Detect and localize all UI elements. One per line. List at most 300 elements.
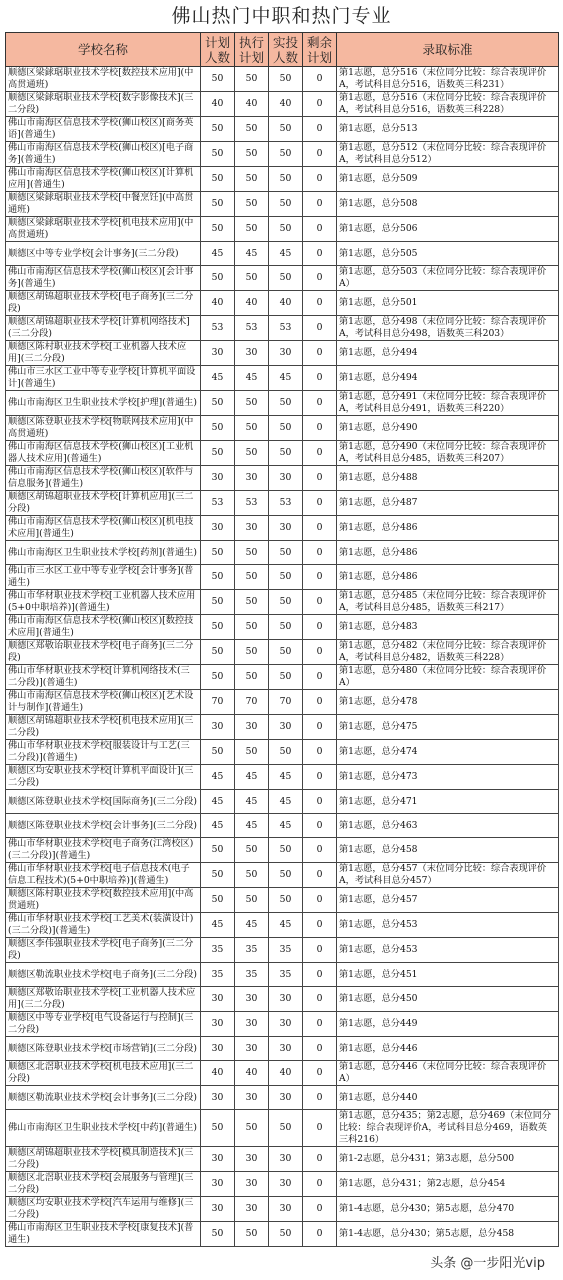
cell-exec: 45 bbox=[235, 913, 269, 938]
cell-school: 佛山市南海区卫生职业技术学校[中药](普通生) bbox=[6, 1110, 201, 1147]
table-row bbox=[6, 665, 559, 690]
cell-criteria: 第1志愿，总分486 bbox=[337, 541, 559, 565]
cell-criteria: 第1志愿，总分506 bbox=[337, 217, 559, 242]
cell-exec: 53 bbox=[235, 316, 269, 341]
cell-criteria: 第1志愿，总分498（末位同分比较：综合表现评价A，考试科目总分498，语数英三科203） bbox=[337, 316, 559, 341]
cell-remain: 0 bbox=[303, 366, 337, 391]
cell-school: 佛山市南海区信息技术学校(狮山校区)[会计事务](普通生) bbox=[6, 266, 201, 291]
cell-plan: 40 bbox=[201, 1061, 235, 1086]
cell-criteria: 第1志愿，总分449 bbox=[337, 1012, 559, 1037]
cell-actual: 50 bbox=[269, 838, 303, 863]
cell-school: 佛山市华材职业技术学校[工业机器人技术应用(5+0中职培养)](普通生) bbox=[6, 590, 201, 615]
cell-actual: 53 bbox=[269, 491, 303, 516]
table-row bbox=[6, 1061, 559, 1086]
cell-exec: 40 bbox=[235, 291, 269, 316]
table-row bbox=[6, 838, 559, 863]
table-row bbox=[6, 441, 559, 466]
cell-actual: 30 bbox=[269, 1147, 303, 1172]
cell-school: 顺德区梁銶琚职业技术学校[中餐烹饪](中高贯通班) bbox=[6, 192, 201, 217]
cell-plan: 50 bbox=[201, 1222, 235, 1247]
cell-exec: 30 bbox=[235, 715, 269, 740]
cell-exec: 70 bbox=[235, 690, 269, 715]
header-exec: 执行计划 bbox=[235, 33, 269, 67]
cell-remain: 0 bbox=[303, 590, 337, 615]
cell-criteria: 第1志愿，总分494 bbox=[337, 366, 559, 391]
cell-actual: 45 bbox=[269, 765, 303, 790]
cell-actual: 50 bbox=[269, 266, 303, 291]
cell-criteria: 第1-2志愿，总分431；第3志愿，总分500 bbox=[337, 1147, 559, 1172]
cell-school: 顺德区郑敬诒职业技术学校[工业机器人技术应用](三二分段) bbox=[6, 987, 201, 1012]
cell-exec: 50 bbox=[235, 416, 269, 441]
cell-school: 顺德区胡锦超职业技术学校[电子商务](三二分段) bbox=[6, 291, 201, 316]
cell-plan: 50 bbox=[201, 541, 235, 565]
cell-exec: 50 bbox=[235, 441, 269, 466]
cell-actual: 35 bbox=[269, 963, 303, 987]
cell-exec: 30 bbox=[235, 341, 269, 366]
table-row bbox=[6, 590, 559, 615]
cell-criteria: 第1志愿，总分453 bbox=[337, 913, 559, 938]
cell-plan: 50 bbox=[201, 565, 235, 590]
cell-school: 顺德区陈村职业技术学校[数控技术应用](中高贯通班) bbox=[6, 888, 201, 913]
cell-remain: 0 bbox=[303, 715, 337, 740]
cell-plan: 50 bbox=[201, 838, 235, 863]
cell-plan: 50 bbox=[201, 217, 235, 242]
cell-school: 佛山市南海区卫生职业技术学校[康复技术](普通生) bbox=[6, 1222, 201, 1247]
cell-actual: 30 bbox=[269, 466, 303, 491]
cell-criteria: 第1志愿，总分473 bbox=[337, 765, 559, 790]
cell-remain: 0 bbox=[303, 814, 337, 838]
cell-school: 顺德区陈登职业技术学校[物联网技术应用](中高贯通班) bbox=[6, 416, 201, 441]
cell-plan: 30 bbox=[201, 987, 235, 1012]
cell-remain: 0 bbox=[303, 341, 337, 366]
cell-remain: 0 bbox=[303, 963, 337, 987]
cell-actual: 50 bbox=[269, 565, 303, 590]
cell-plan: 45 bbox=[201, 765, 235, 790]
cell-criteria: 第1志愿，总分486 bbox=[337, 565, 559, 590]
header-plan: 计划人数 bbox=[201, 33, 235, 67]
cell-exec: 50 bbox=[235, 167, 269, 192]
cell-criteria: 第1志愿，总分431；第2志愿，总分454 bbox=[337, 1172, 559, 1197]
cell-remain: 0 bbox=[303, 491, 337, 516]
cell-school: 佛山市华材职业技术学校[工艺美术(装潢设计)(三二分段)](普通生) bbox=[6, 913, 201, 938]
table-row bbox=[6, 192, 559, 217]
cell-exec: 50 bbox=[235, 217, 269, 242]
cell-criteria: 第1志愿，总分494 bbox=[337, 341, 559, 366]
cell-school: 顺德区胡锦超职业技术学校[机电技术应用](三二分段) bbox=[6, 715, 201, 740]
cell-criteria: 第1志愿，总分451 bbox=[337, 963, 559, 987]
cell-exec: 50 bbox=[235, 838, 269, 863]
cell-actual: 45 bbox=[269, 913, 303, 938]
cell-criteria: 第1志愿，总分487 bbox=[337, 491, 559, 516]
cell-school: 佛山市华材职业技术学校[服装设计与工艺(三二分段)](普通生) bbox=[6, 740, 201, 765]
cell-plan: 30 bbox=[201, 1172, 235, 1197]
cell-plan: 30 bbox=[201, 1012, 235, 1037]
table-row bbox=[6, 565, 559, 590]
cell-remain: 0 bbox=[303, 1147, 337, 1172]
table-row bbox=[6, 316, 559, 341]
cell-exec: 45 bbox=[235, 790, 269, 814]
cell-school: 佛山市三水区工业中等专业学校[会计事务](普通生) bbox=[6, 565, 201, 590]
cell-plan: 30 bbox=[201, 1147, 235, 1172]
cell-exec: 45 bbox=[235, 814, 269, 838]
table-row bbox=[6, 814, 559, 838]
cell-criteria: 第1志愿，总分471 bbox=[337, 790, 559, 814]
cell-actual: 40 bbox=[269, 291, 303, 316]
table-row bbox=[6, 1172, 559, 1197]
cell-exec: 30 bbox=[235, 1086, 269, 1110]
cell-school: 佛山市南海区卫生职业技术学校[护理](普通生) bbox=[6, 391, 201, 416]
table-row bbox=[6, 391, 559, 416]
cell-plan: 35 bbox=[201, 963, 235, 987]
cell-criteria: 第1志愿，总分480（末位同分比较：综合表现评价A） bbox=[337, 665, 559, 690]
table-row bbox=[6, 888, 559, 913]
table-row bbox=[6, 740, 559, 765]
cell-school: 佛山市南海区信息技术学校(狮山校区)[计算机应用](普通生) bbox=[6, 167, 201, 192]
table-row bbox=[6, 1037, 559, 1061]
table-row bbox=[6, 466, 559, 491]
table-row bbox=[6, 167, 559, 192]
cell-exec: 50 bbox=[235, 640, 269, 665]
cell-remain: 0 bbox=[303, 987, 337, 1012]
cell-school: 顺德区北滘职业技术学校[机电技术应用](三二分段) bbox=[6, 1061, 201, 1086]
cell-actual: 50 bbox=[269, 590, 303, 615]
cell-remain: 0 bbox=[303, 391, 337, 416]
cell-remain: 0 bbox=[303, 1061, 337, 1086]
cell-plan: 50 bbox=[201, 142, 235, 167]
cell-criteria: 第1志愿，总分446（末位同分比较：综合表现评价A） bbox=[337, 1061, 559, 1086]
cell-school: 顺德区梁銶琚职业技术学校[数字影像技术](三二分段) bbox=[6, 92, 201, 117]
cell-exec: 50 bbox=[235, 1222, 269, 1247]
cell-plan: 30 bbox=[201, 1037, 235, 1061]
cell-remain: 0 bbox=[303, 117, 337, 142]
cell-exec: 50 bbox=[235, 67, 269, 92]
cell-criteria: 第1志愿，总分458 bbox=[337, 838, 559, 863]
cell-plan: 30 bbox=[201, 516, 235, 541]
cell-remain: 0 bbox=[303, 690, 337, 715]
cell-actual: 30 bbox=[269, 715, 303, 740]
cell-remain: 0 bbox=[303, 92, 337, 117]
watermark: 头条 @一步阳光vip bbox=[426, 1251, 549, 1272]
cell-criteria: 第1志愿，总分490 bbox=[337, 416, 559, 441]
cell-remain: 0 bbox=[303, 242, 337, 266]
cell-criteria: 第1志愿，总分485（末位同分比较：综合表现评价A，考试科目总分485，语数英三科217） bbox=[337, 590, 559, 615]
cell-exec: 50 bbox=[235, 1110, 269, 1147]
cell-exec: 35 bbox=[235, 938, 269, 963]
cell-criteria: 第1志愿，总分483 bbox=[337, 615, 559, 640]
cell-plan: 40 bbox=[201, 291, 235, 316]
cell-exec: 50 bbox=[235, 590, 269, 615]
cell-remain: 0 bbox=[303, 838, 337, 863]
table-body bbox=[6, 67, 559, 1247]
cell-school: 顺德区郑敬诒职业技术学校[电子商务](三二分段) bbox=[6, 640, 201, 665]
cell-exec: 45 bbox=[235, 242, 269, 266]
table-row bbox=[6, 242, 559, 266]
cell-actual: 40 bbox=[269, 1061, 303, 1086]
cell-criteria: 第1志愿，总分478 bbox=[337, 690, 559, 715]
cell-plan: 45 bbox=[201, 790, 235, 814]
cell-school: 顺德区陈村职业技术学校[工业机器人技术应用](三二分段) bbox=[6, 341, 201, 366]
cell-remain: 0 bbox=[303, 67, 337, 92]
cell-school: 顺德区胡锦超职业技术学校[计算机网络技术](三二分段) bbox=[6, 316, 201, 341]
cell-school: 顺德区均安职业技术学校[计算机平面设计](三二分段) bbox=[6, 765, 201, 790]
cell-actual: 30 bbox=[269, 1086, 303, 1110]
table-row bbox=[6, 1086, 559, 1110]
cell-exec: 50 bbox=[235, 665, 269, 690]
cell-actual: 30 bbox=[269, 987, 303, 1012]
cell-plan: 45 bbox=[201, 242, 235, 266]
cell-plan: 45 bbox=[201, 814, 235, 838]
cell-actual: 50 bbox=[269, 167, 303, 192]
cell-remain: 0 bbox=[303, 316, 337, 341]
cell-exec: 50 bbox=[235, 192, 269, 217]
cell-school: 顺德区陈登职业技术学校[会计事务](三二分段) bbox=[6, 814, 201, 838]
table-row bbox=[6, 863, 559, 888]
cell-actual: 53 bbox=[269, 316, 303, 341]
cell-actual: 50 bbox=[269, 441, 303, 466]
cell-actual: 50 bbox=[269, 863, 303, 888]
cell-criteria: 第1志愿，总分463 bbox=[337, 814, 559, 838]
table-header-row bbox=[6, 33, 559, 67]
cell-exec: 30 bbox=[235, 1172, 269, 1197]
cell-exec: 30 bbox=[235, 1037, 269, 1061]
cell-remain: 0 bbox=[303, 516, 337, 541]
header-criteria: 录取标准 bbox=[337, 33, 559, 67]
table-row bbox=[6, 1110, 559, 1147]
cell-plan: 30 bbox=[201, 466, 235, 491]
cell-criteria: 第1志愿，总分450 bbox=[337, 987, 559, 1012]
cell-exec: 35 bbox=[235, 963, 269, 987]
cell-criteria: 第1志愿，总分446 bbox=[337, 1037, 559, 1061]
table-row bbox=[6, 913, 559, 938]
cell-plan: 50 bbox=[201, 665, 235, 690]
cell-criteria: 第1志愿，总分513 bbox=[337, 117, 559, 142]
cell-school: 佛山市南海区信息技术学校(狮山校区)[电子商务](普通生) bbox=[6, 142, 201, 167]
cell-school: 顺德区梁銶琚职业技术学校[数控技术应用](中高贯通班) bbox=[6, 67, 201, 92]
cell-remain: 0 bbox=[303, 1222, 337, 1247]
cell-actual: 50 bbox=[269, 1222, 303, 1247]
cell-school: 佛山市南海区信息技术学校(狮山校区)[机电技术应用](普通生) bbox=[6, 516, 201, 541]
cell-criteria: 第1志愿，总分501 bbox=[337, 291, 559, 316]
table-row bbox=[6, 790, 559, 814]
cell-remain: 0 bbox=[303, 541, 337, 565]
cell-remain: 0 bbox=[303, 1197, 337, 1222]
table-row bbox=[6, 341, 559, 366]
cell-school: 佛山市华材职业技术学校[计算机网络技术(三二分段)](普通生) bbox=[6, 665, 201, 690]
cell-criteria: 第1志愿，总分491（末位同分比较：综合表现评价A，考试科目总分491，语数英三科220） bbox=[337, 391, 559, 416]
header-remain: 剩余计划 bbox=[303, 33, 337, 67]
cell-exec: 50 bbox=[235, 266, 269, 291]
cell-criteria: 第1-4志愿，总分430；第5志愿，总分470 bbox=[337, 1197, 559, 1222]
cell-remain: 0 bbox=[303, 913, 337, 938]
cell-school: 顺德区勒流职业技术学校[会计事务](三二分段) bbox=[6, 1086, 201, 1110]
page-title: 佛山热门中职和热门专业 bbox=[171, 5, 392, 27]
cell-school: 顺德区中等专业学校[电气设备运行与控制](三二分段) bbox=[6, 1012, 201, 1037]
cell-remain: 0 bbox=[303, 888, 337, 913]
cell-plan: 45 bbox=[201, 366, 235, 391]
cell-school: 顺德区均安职业技术学校[汽车运用与维修](三二分段) bbox=[6, 1197, 201, 1222]
cell-remain: 0 bbox=[303, 740, 337, 765]
cell-remain: 0 bbox=[303, 640, 337, 665]
cell-exec: 50 bbox=[235, 565, 269, 590]
cell-actual: 50 bbox=[269, 888, 303, 913]
table-row bbox=[6, 541, 559, 565]
table-row bbox=[6, 291, 559, 316]
cell-school: 顺德区勒流职业技术学校[电子商务](三二分段) bbox=[6, 963, 201, 987]
cell-plan: 35 bbox=[201, 938, 235, 963]
cell-school: 顺德区李伟强职业技术学校[电子商务](三二分段) bbox=[6, 938, 201, 963]
cell-school: 顺德区胡锦超职业技术学校[模具制造技术](三二分段) bbox=[6, 1147, 201, 1172]
cell-actual: 35 bbox=[269, 938, 303, 963]
cell-criteria: 第1志愿，总分508 bbox=[337, 192, 559, 217]
cell-plan: 50 bbox=[201, 67, 235, 92]
cell-exec: 30 bbox=[235, 516, 269, 541]
cell-criteria: 第1志愿，总分457（末位同分比较：综合表现评价A，考试科目总分457） bbox=[337, 863, 559, 888]
cell-actual: 30 bbox=[269, 1012, 303, 1037]
cell-criteria: 第1志愿，总分509 bbox=[337, 167, 559, 192]
cell-remain: 0 bbox=[303, 1037, 337, 1061]
cell-criteria: 第1志愿，总分516（末位同分比较：综合表现评价A，考试科目总分516，语数英三科231） bbox=[337, 67, 559, 92]
table-row bbox=[6, 142, 559, 167]
table-row bbox=[6, 516, 559, 541]
table-row bbox=[6, 938, 559, 963]
cell-remain: 0 bbox=[303, 665, 337, 690]
cell-actual: 50 bbox=[269, 416, 303, 441]
table-row bbox=[6, 765, 559, 790]
cell-remain: 0 bbox=[303, 1012, 337, 1037]
cell-actual: 30 bbox=[269, 516, 303, 541]
cell-actual: 50 bbox=[269, 541, 303, 565]
cell-plan: 53 bbox=[201, 316, 235, 341]
cell-plan: 30 bbox=[201, 341, 235, 366]
cell-remain: 0 bbox=[303, 765, 337, 790]
cell-plan: 45 bbox=[201, 913, 235, 938]
cell-plan: 50 bbox=[201, 266, 235, 291]
cell-school: 佛山市三水区工业中等专业学校[计算机平面设计](普通生) bbox=[6, 366, 201, 391]
table-row bbox=[6, 987, 559, 1012]
cell-exec: 50 bbox=[235, 541, 269, 565]
cell-remain: 0 bbox=[303, 291, 337, 316]
table-row bbox=[6, 1222, 559, 1247]
cell-exec: 40 bbox=[235, 1061, 269, 1086]
cell-exec: 30 bbox=[235, 1147, 269, 1172]
table-row bbox=[6, 416, 559, 441]
table-row bbox=[6, 491, 559, 516]
admissions-table bbox=[5, 32, 559, 1247]
cell-plan: 30 bbox=[201, 1086, 235, 1110]
cell-actual: 30 bbox=[269, 1037, 303, 1061]
cell-exec: 50 bbox=[235, 117, 269, 142]
cell-actual: 40 bbox=[269, 92, 303, 117]
cell-actual: 50 bbox=[269, 615, 303, 640]
cell-criteria: 第1志愿，总分512（末位同分比较：综合表现评价A，考试科目总分512） bbox=[337, 142, 559, 167]
cell-exec: 50 bbox=[235, 888, 269, 913]
cell-exec: 50 bbox=[235, 615, 269, 640]
cell-plan: 53 bbox=[201, 491, 235, 516]
cell-plan: 70 bbox=[201, 690, 235, 715]
cell-actual: 30 bbox=[269, 341, 303, 366]
cell-actual: 45 bbox=[269, 366, 303, 391]
cell-remain: 0 bbox=[303, 416, 337, 441]
cell-school: 佛山市南海区信息技术学校(狮山校区)[商务英语](普通生) bbox=[6, 117, 201, 142]
cell-actual: 50 bbox=[269, 192, 303, 217]
cell-plan: 50 bbox=[201, 117, 235, 142]
cell-exec: 50 bbox=[235, 142, 269, 167]
table-row bbox=[6, 963, 559, 987]
cell-actual: 50 bbox=[269, 142, 303, 167]
cell-school: 佛山市南海区信息技术学校(狮山校区)[艺术设计与制作](普通生) bbox=[6, 690, 201, 715]
cell-remain: 0 bbox=[303, 1086, 337, 1110]
cell-plan: 50 bbox=[201, 441, 235, 466]
cell-plan: 50 bbox=[201, 863, 235, 888]
cell-remain: 0 bbox=[303, 1172, 337, 1197]
cell-plan: 50 bbox=[201, 640, 235, 665]
cell-criteria: 第1志愿，总分488 bbox=[337, 466, 559, 491]
cell-exec: 50 bbox=[235, 863, 269, 888]
table-row bbox=[6, 640, 559, 665]
cell-criteria: 第1志愿，总分486 bbox=[337, 516, 559, 541]
table-row bbox=[6, 117, 559, 142]
cell-plan: 50 bbox=[201, 590, 235, 615]
header-school: 学校名称 bbox=[6, 33, 201, 67]
cell-actual: 30 bbox=[269, 1172, 303, 1197]
cell-actual: 50 bbox=[269, 67, 303, 92]
cell-remain: 0 bbox=[303, 167, 337, 192]
cell-school: 佛山市南海区卫生职业技术学校[药剂](普通生) bbox=[6, 541, 201, 565]
cell-plan: 50 bbox=[201, 391, 235, 416]
cell-exec: 50 bbox=[235, 391, 269, 416]
cell-criteria: 第1志愿，总分516（末位同分比较：综合表现评价A，考试科目总分516，语数英三科228） bbox=[337, 92, 559, 117]
cell-exec: 50 bbox=[235, 740, 269, 765]
cell-plan: 50 bbox=[201, 416, 235, 441]
table-row bbox=[6, 1012, 559, 1037]
cell-plan: 50 bbox=[201, 192, 235, 217]
table-row bbox=[6, 366, 559, 391]
cell-actual: 70 bbox=[269, 690, 303, 715]
cell-criteria: 第1志愿，总分503（末位同分比较：综合表现评价A） bbox=[337, 266, 559, 291]
cell-remain: 0 bbox=[303, 192, 337, 217]
cell-exec: 30 bbox=[235, 1012, 269, 1037]
cell-remain: 0 bbox=[303, 266, 337, 291]
cell-remain: 0 bbox=[303, 790, 337, 814]
cell-actual: 45 bbox=[269, 242, 303, 266]
cell-criteria: 第1志愿，总分457 bbox=[337, 888, 559, 913]
cell-remain: 0 bbox=[303, 1110, 337, 1147]
cell-school: 佛山市华材职业技术学校[电子商务(江湾校区)(三二分段)](普通生) bbox=[6, 838, 201, 863]
cell-actual: 50 bbox=[269, 391, 303, 416]
cell-actual: 50 bbox=[269, 665, 303, 690]
cell-school: 佛山市南海区信息技术学校(狮山校区)[工业机器人技术应用](普通生) bbox=[6, 441, 201, 466]
cell-plan: 50 bbox=[201, 167, 235, 192]
cell-school: 顺德区陈登职业技术学校[国际商务](三二分段) bbox=[6, 790, 201, 814]
cell-plan: 30 bbox=[201, 1197, 235, 1222]
cell-actual: 50 bbox=[269, 1110, 303, 1147]
table-row bbox=[6, 615, 559, 640]
cell-exec: 30 bbox=[235, 1197, 269, 1222]
cell-plan: 50 bbox=[201, 888, 235, 913]
cell-criteria: 第1志愿，总分440 bbox=[337, 1086, 559, 1110]
table-row bbox=[6, 67, 559, 92]
cell-actual: 30 bbox=[269, 1197, 303, 1222]
cell-remain: 0 bbox=[303, 938, 337, 963]
header-actual: 实投人数 bbox=[269, 33, 303, 67]
cell-exec: 40 bbox=[235, 92, 269, 117]
cell-criteria: 第1志愿，总分435；第2志愿，总分469（末位同分比较：综合表现评价A，考试科目总分469，语数英三科216） bbox=[337, 1110, 559, 1147]
cell-school: 顺德区梁銶琚职业技术学校[机电技术应用](中高贯通班) bbox=[6, 217, 201, 242]
table-row bbox=[6, 1147, 559, 1172]
cell-remain: 0 bbox=[303, 615, 337, 640]
cell-actual: 50 bbox=[269, 640, 303, 665]
table-row bbox=[6, 217, 559, 242]
